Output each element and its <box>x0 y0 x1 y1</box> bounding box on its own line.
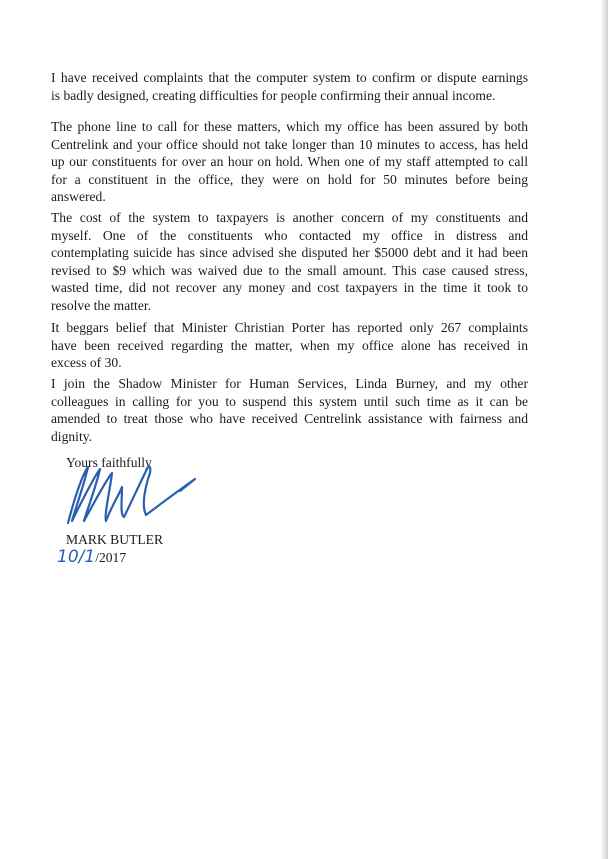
text-line: amended to treat those who have received Centrelink assistance with fairness and <box>51 411 528 427</box>
text-line: resolve the matter. <box>51 297 152 313</box>
text-line: have been received regarding the matter, when my office alone has received in <box>51 337 528 353</box>
date <box>57 547 126 567</box>
text-line: The phone line to call for these matters, which my office has been assured by both <box>51 119 528 134</box>
text-line: I have received complaints that the computer system to confirm or dispute earnings <box>51 70 528 85</box>
text-line: contemplating suicide has since advised she disputed her $5000 debt and it had been <box>51 245 528 261</box>
text-line: dignity. <box>51 428 93 444</box>
date-printed: /2017 <box>95 550 127 565</box>
text-line: myself. One of the constituents who contacted my office in distress and <box>51 227 528 243</box>
paragraph-complaint-count <box>51 319 528 372</box>
text-line: up our constituents for over an hour on hold. When one of my staff attempted to call <box>51 154 528 170</box>
text-line: The cost of the system to taxpayers is another concern of my constituents and <box>51 210 528 225</box>
date-handwritten: 10/1 <box>57 547 96 567</box>
text-line: colleagues in calling for you to suspend this system until such time as it can be <box>51 393 528 409</box>
paragraph-complaints <box>51 69 528 104</box>
closing: Yours faithfully <box>66 455 152 470</box>
text-line: for a constituent in the office, they were on hold for 50 minutes before being <box>51 171 528 187</box>
text-line: Centrelink and your office should not take longer than 10 minutes to access, has held <box>51 136 528 152</box>
paragraph-cost <box>51 209 528 315</box>
text-line: wasted time, did not recover any money and cost taxpayers in the time it took to <box>51 280 528 296</box>
text-line: excess of 30. <box>51 355 122 371</box>
handwritten-signature <box>60 455 205 530</box>
text-line: I join the Shadow Minister for Human Services, Linda Burney, and my other <box>51 376 528 391</box>
text-line: revised to $9 which was waived due to the small amount. This case caused stress, <box>51 262 528 278</box>
paragraph-request <box>51 375 528 445</box>
text-line: is badly designed, creating difficulties for people confirming their annual income. <box>51 87 496 103</box>
page-edge-shadow <box>600 0 608 859</box>
paragraph-phone-line <box>51 118 528 206</box>
signatory-name: MARK BUTLER <box>66 532 164 547</box>
text-line: It beggars belief that Minister Christian Porter has reported only 267 complaints <box>51 320 528 335</box>
text-line: answered. <box>51 189 106 205</box>
